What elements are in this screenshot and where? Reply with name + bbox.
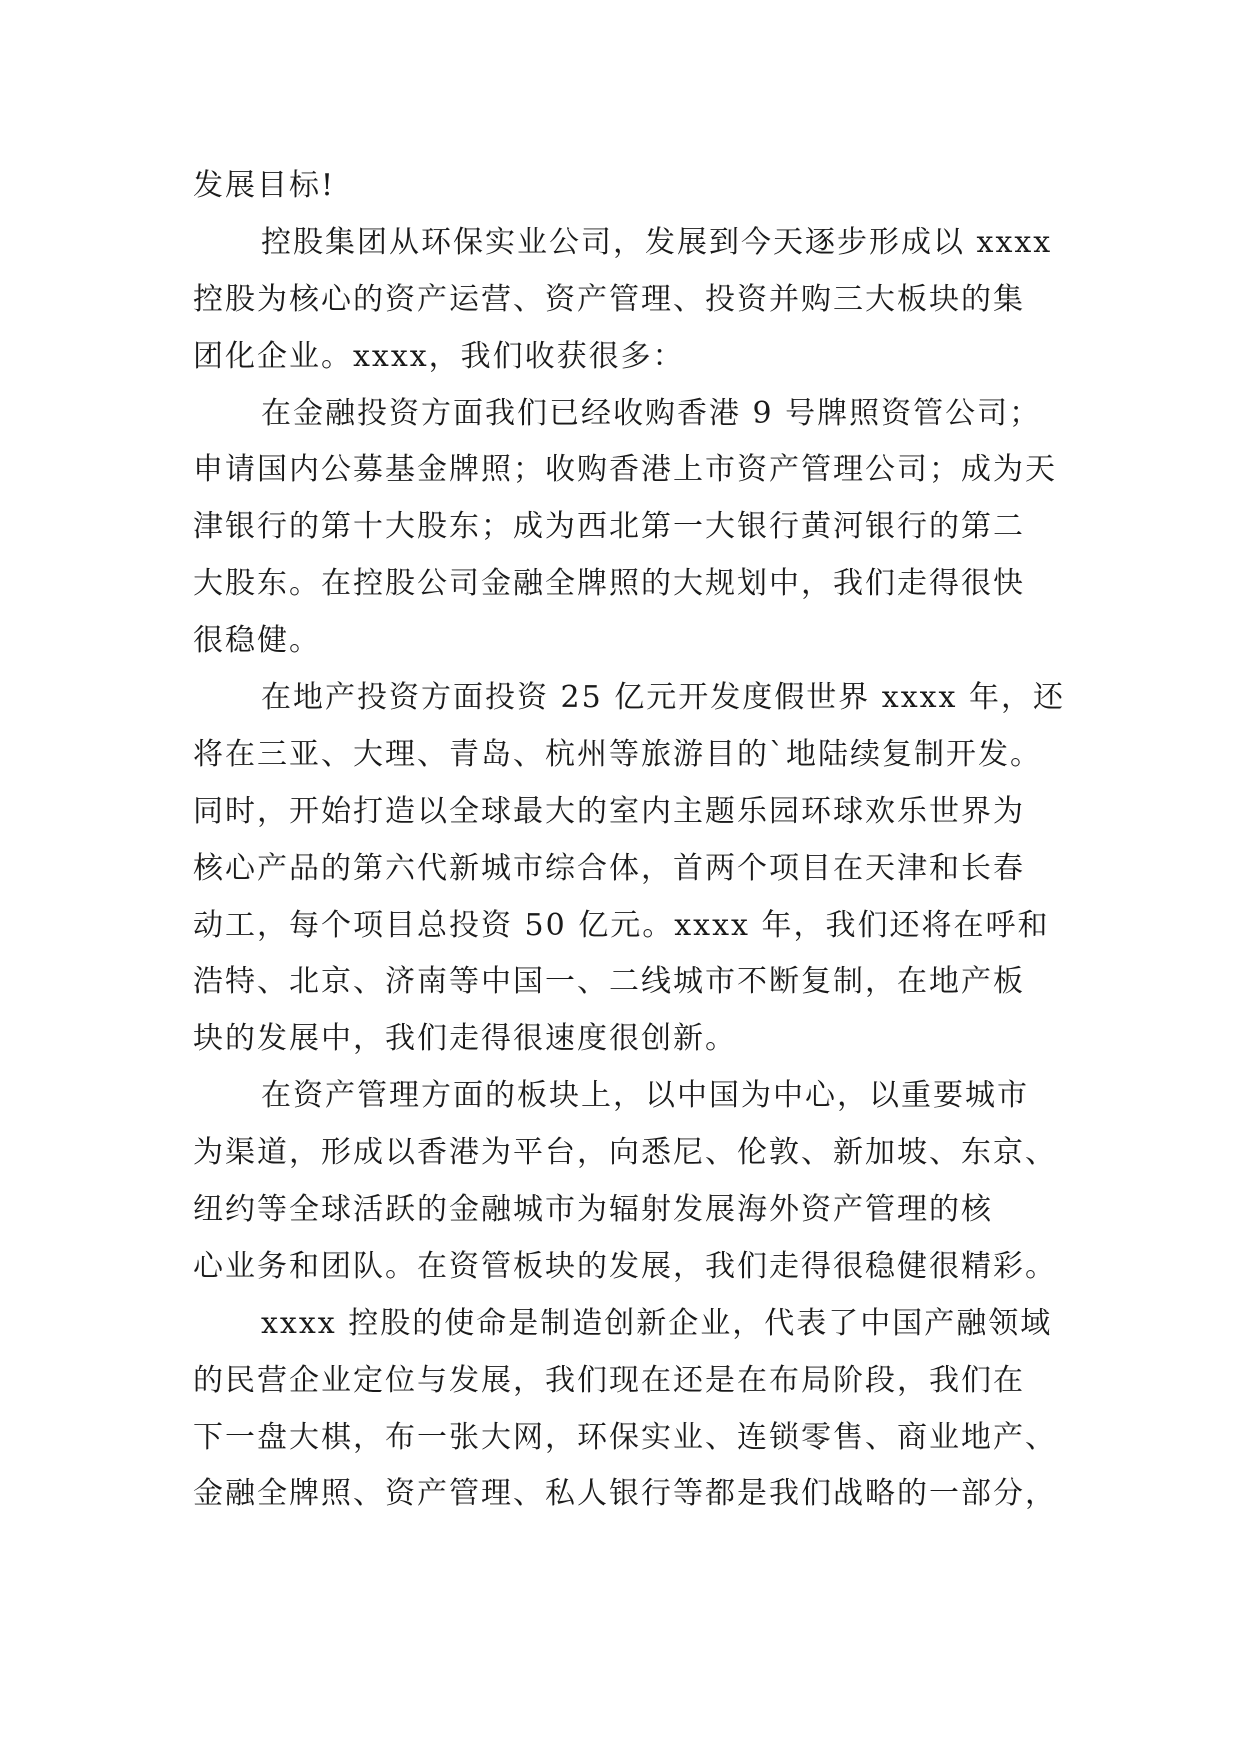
text-line: 核心产品的第六代新城市综合体，首两个项目在天津和长春 <box>193 850 1025 886</box>
text-line: 申请国内公募基金牌照；收购香港上市资产管理公司；成为天 <box>193 452 1057 488</box>
text-line: xxxx 控股的使命是制造创新企业，代表了中国产融领域 <box>261 1305 1053 1341</box>
text-line: 块的发展中，我们走得很速度很创新。 <box>193 1021 737 1057</box>
text-line: 动工，每个项目总投资 50 亿元。xxxx 年，我们还将在呼和 <box>193 907 1050 943</box>
text-line: 金融全牌照、资产管理、私人银行等都是我们战略的一部分， <box>193 1476 1057 1512</box>
text-line: 的民营企业定位与发展，我们现在还是在布局阶段，我们在 <box>193 1362 1025 1398</box>
text-line: 团化企业。xxxx，我们收获很多： <box>193 338 685 374</box>
text-line: 大股东。在控股公司金融全牌照的大规划中，我们走得很快 <box>193 566 1025 602</box>
text-line: 浩特、北京、济南等中国一、二线城市不断复制，在地产板 <box>193 964 1025 1000</box>
text-line: 同时，开始打造以全球最大的室内主题乐园环球欢乐世界为 <box>193 793 1025 829</box>
text-line: 控股集团从环保实业公司，发展到今天逐步形成以 xxxx <box>261 224 1053 260</box>
body-text <box>193 158 1065 1523</box>
text-line: 下一盘大棋，布一张大网，环保实业、连锁零售、商业地产、 <box>193 1419 1057 1455</box>
text-line: 在金融投资方面我们已经收购香港 9 号牌照资管公司； <box>261 395 1042 431</box>
text-line: 在地产投资方面投资 25 亿元开发度假世界 xxxx 年，还 <box>261 680 1065 716</box>
text-line: 津银行的第十大股东；成为西北第一大银行黄河银行的第二 <box>193 509 1025 545</box>
text-line: 将在三亚、大理、青岛、杭州等旅游目的`地陆续复制开发。 <box>193 736 1042 772</box>
text-line: 纽约等全球活跃的金融城市为辐射发展海外资产管理的核 <box>193 1192 993 1228</box>
text-line: 为渠道，形成以香港为平台，向悉尼、伦敦、新加坡、东京、 <box>193 1135 1057 1171</box>
text-line: 发展目标! <box>193 168 336 203</box>
text-line: 很稳健。 <box>193 623 321 659</box>
text-line: 控股为核心的资产运营、资产管理、投资并购三大板块的集 <box>193 281 1025 317</box>
text-line: 心业务和团队。在资管板块的发展，我们走得很稳健很精彩。 <box>193 1248 1057 1284</box>
text-line: 在资产管理方面的板块上，以中国为中心，以重要城市 <box>261 1078 1029 1114</box>
